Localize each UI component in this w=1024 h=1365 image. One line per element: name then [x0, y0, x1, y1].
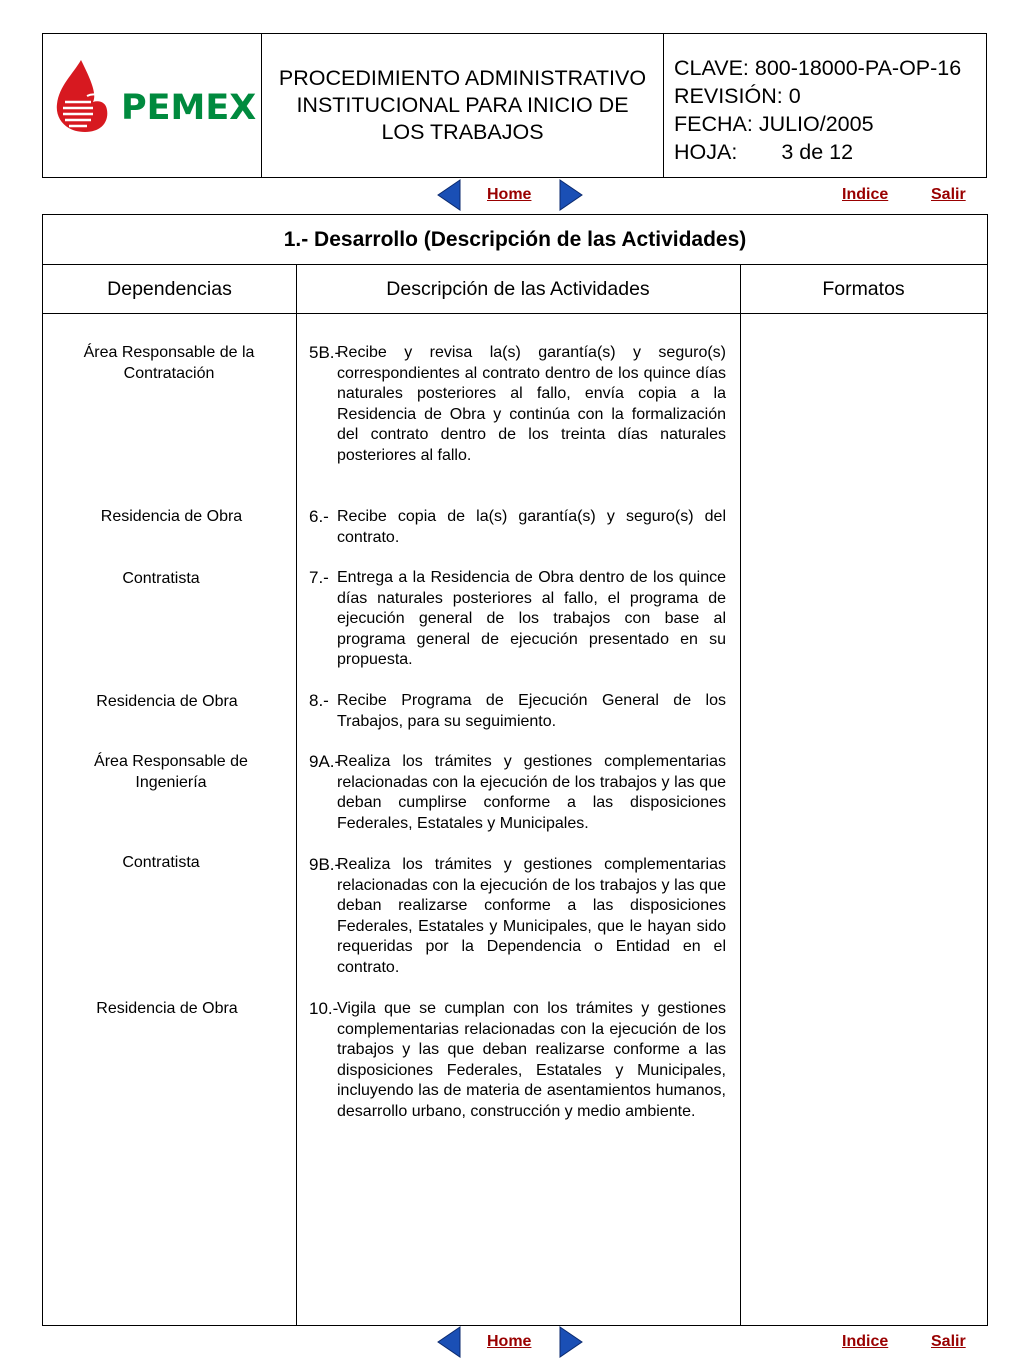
arrow-left-icon[interactable] [436, 1326, 462, 1358]
hoja-value: 3 de 12 [781, 140, 854, 164]
top-nav [0, 179, 1024, 213]
dependency-cell: Contratista [122, 854, 200, 871]
activity-text: Recibe Programa de Ejecución General de los Trabajos, para su seguimiento. [337, 692, 726, 730]
activity-number: 7.- [309, 568, 329, 587]
document-meta [664, 34, 988, 177]
pemex-logo [51, 56, 257, 138]
pemex-eagle-logo [57, 60, 108, 132]
activity-text: Realiza los trámites y gestiones complementarias relacionadas con la ejecución de los trabajos y las que deban realizarse conforme a las disposiciones Federales, Estatales y Municipales, que le hayan sido requeridas por la Dependencia o Entidad en el contrato. [337, 856, 726, 976]
activity-item [309, 343, 726, 466]
activity-number: 8.- [309, 691, 329, 710]
document-title [262, 34, 664, 177]
home-link[interactable]: Home [487, 1333, 532, 1350]
document-header [42, 33, 987, 178]
salir-link[interactable]: Salir [931, 186, 966, 203]
activity-number: 9A.- [309, 752, 341, 771]
activity-item [309, 507, 726, 548]
indice-link[interactable]: Indice [842, 186, 889, 203]
activity-number: 10.- [309, 999, 339, 1018]
activity-text: Recibe y revisa la(s) garantía(s) y seguro(s) correspondientes al contrato dentro de los quince días naturales posteriores al fallo, envía copia a la Residencia de Obra y continúa con la formalización del contrato dentro de los treinta días naturales posteriores al fallo. [337, 344, 726, 464]
activity-number: 6.- [309, 507, 329, 526]
dependency-cell: Contratista [122, 570, 200, 587]
col-formatos: Formatos [822, 277, 905, 300]
activity-text: Vigila que se cumplan con los trámites y gestiones complementarias relacionadas con la ejecución de los trabajos y las que deban realizarse conforme a las disposiciones Federales, Estatales y Municipales, incluyendo las de materia de asentamientos humanos, desarrollo urbano, construcción y medio ambiente. [337, 1000, 726, 1120]
title-line-2: INSTITUCIONAL PARA INICIO DE [296, 93, 629, 117]
dependency-cell: Residencia de Obra [100, 508, 243, 525]
column-divider [740, 265, 741, 1325]
indice-link[interactable]: Indice [842, 1333, 889, 1350]
dependency-cell: Área Responsable de la Contratación [83, 344, 255, 382]
activity-item [309, 568, 726, 671]
title-line-3: LOS TRABAJOS [381, 120, 544, 144]
home-link[interactable]: Home [487, 186, 532, 203]
activity-text: Realiza los trámites y gestiones complementarias relacionadas con la ejecución de los trabajos y las que deban cumplirse conforme a las disposiciones Federales, Estatales y Municipales. [337, 753, 726, 832]
clave: CLAVE: 800-18000-PA-OP-16 [674, 56, 962, 80]
activity-text: Recibe copia de la(s) garantía(s) y seguro(s) del contrato. [337, 508, 726, 546]
arrow-left-icon[interactable] [436, 179, 462, 211]
activity-item [309, 855, 726, 978]
activity-item [309, 752, 726, 834]
revision: REVISIÓN: 0 [674, 84, 801, 108]
arrow-right-icon[interactable] [558, 179, 584, 211]
title-line-1: PROCEDIMIENTO ADMINISTRATIVO [278, 66, 647, 90]
salir-link[interactable]: Salir [931, 1333, 966, 1350]
bottom-nav [0, 1326, 1024, 1360]
activity-text: Entrega a la Residencia de Obra dentro de los quince días naturales posteriores al fallo, el programa de ejecución general de los trabajos con base al programa general de ejecución presentado en su propuesta. [337, 569, 726, 668]
col-dependencias: Dependencias [107, 277, 232, 300]
pemex-wordmark: PEMEX [121, 88, 257, 128]
col-descripcion: Descripción de las Actividades [386, 277, 650, 300]
hoja [674, 138, 988, 166]
fecha: FECHA: JULIO/2005 [674, 112, 874, 136]
activity-number: 5B.- [309, 343, 341, 362]
activity-item [309, 691, 726, 732]
dependency-cell: Residencia de Obra [96, 693, 238, 710]
dependency-cell: Residencia de Obra [96, 1000, 238, 1017]
column-divider [296, 265, 297, 1325]
hoja-label: HOJA: [674, 140, 738, 164]
table-title: 1.- Desarrollo (Descripción de las Actividades) [43, 215, 987, 265]
table-header [43, 265, 987, 314]
activity-item [309, 999, 726, 1122]
arrow-right-icon[interactable] [558, 1326, 584, 1358]
dependency-cell: Área Responsable de Ingeniería [94, 753, 248, 791]
logo-cell [43, 34, 262, 177]
activity-number: 9B.- [309, 855, 341, 874]
